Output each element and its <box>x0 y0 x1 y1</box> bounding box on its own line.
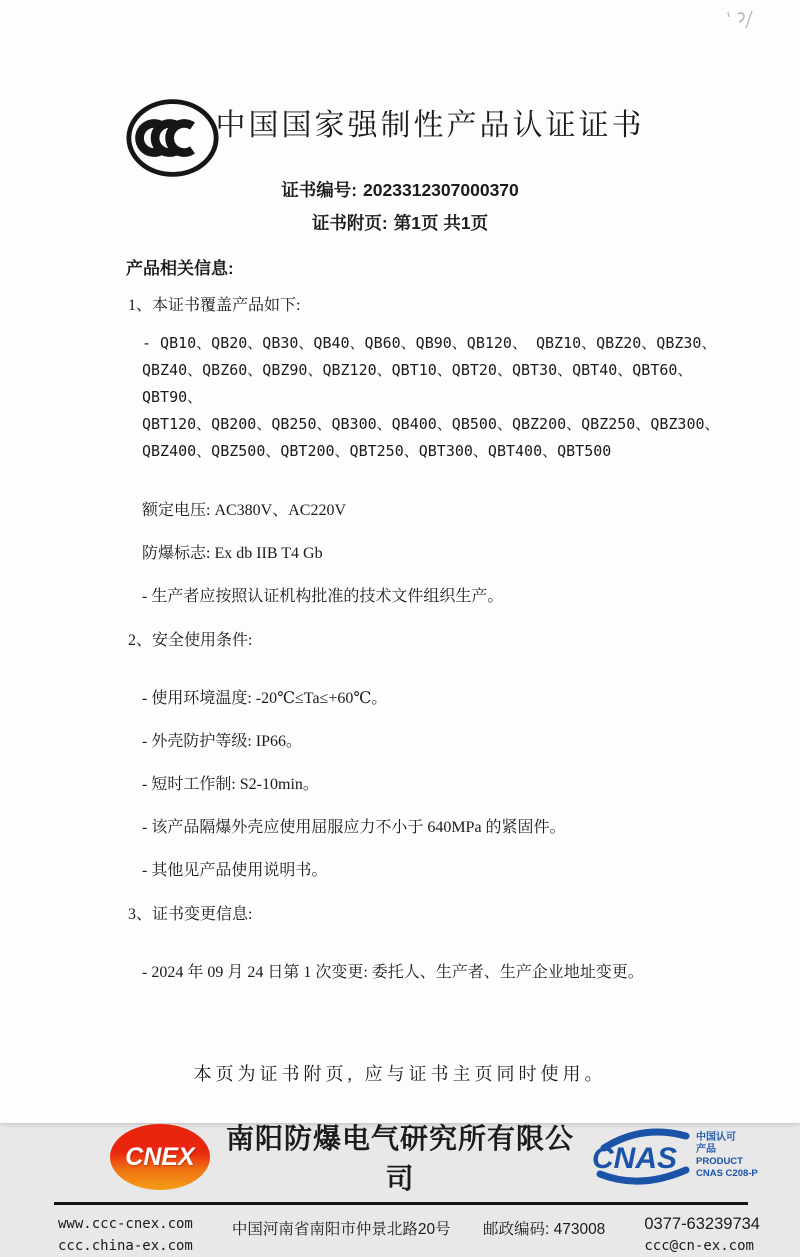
covered-product-list <box>142 330 742 465</box>
product-list-line: QBT120、QB200、QB250、QB300、QB400、QB500、QBZ200、QBZ250、QBZ300、 <box>142 415 720 433</box>
website-url: www.ccc-cnex.com <box>58 1216 193 1232</box>
company-name: 南阳防爆电气研究所有限公司 <box>225 1123 574 1194</box>
ex-marking-line: 防爆标志: Ex db IIB T4 Gb <box>142 545 323 562</box>
safety-item: - 该产品隔爆外壳应使用屈服应力不小于 640MPa 的紧固件。 <box>142 819 566 836</box>
certificate-pages-value: 第1页 共1页 <box>393 213 489 233</box>
section-heading-product-info: 产品相关信息: <box>126 259 234 278</box>
item-3-title: 3、证书变更信息: <box>128 906 253 923</box>
rated-voltage-line: 额定电压: AC380V、AC220V <box>142 502 347 519</box>
phone-number: 0377-63239734 <box>644 1215 760 1233</box>
certificate-pages-line <box>0 207 800 240</box>
website-url: ccc.china-ex.com <box>58 1238 193 1254</box>
product-list-line: - QB10、QB20、QB30、QB40、QB60、QB90、QB120、 QBZ10、QBZ20、QBZ30、 <box>142 334 717 352</box>
postal-code: 邮政编码: 473008 <box>482 1221 606 1238</box>
organization-row <box>0 1118 800 1196</box>
cnas-side-line4: CNAS C208-P <box>696 1168 758 1179</box>
certificate-title: 中国国家强制性产品认证证书 <box>215 109 645 142</box>
phone-column <box>644 1213 760 1257</box>
cnas-side-line1: 中国认可 <box>696 1132 736 1143</box>
company-address: 中国河南省南阳市仲景北路20号 <box>231 1221 451 1238</box>
product-list-line: QBZ400、QBZ500、QBT200、QBT250、QBT300、QBT400、QBT500 <box>142 442 612 460</box>
cnex-logo <box>110 1124 210 1190</box>
cnas-logo-text: CNAS <box>592 1142 678 1175</box>
page-usage-note: 本页为证书附页, 应与证书主页同时使用。 <box>193 1064 607 1084</box>
certificate-header <box>0 0 800 144</box>
safety-item: - 短时工作制: S2-10min。 <box>142 776 319 793</box>
certificate-body <box>126 254 742 982</box>
item-1-title: 1、本证书覆盖产品如下: <box>128 297 301 314</box>
certificate-number-line <box>0 174 800 207</box>
change-record-line: - 2024 年 09 月 24 日第 1 次变更: 委托人、生产者、生产企业地址变更。 <box>142 964 644 981</box>
safety-item: - 使用环境温度: -20℃≤Ta≤+60℃。 <box>142 690 388 707</box>
email-address: ccc@cn-ex.com <box>644 1238 754 1254</box>
cnas-logo <box>590 1118 758 1196</box>
safety-item: - 外壳防护等级: IP66。 <box>142 733 303 750</box>
certificate-pages-label: 证书附页: <box>311 213 388 233</box>
cnex-logo-text: CNEX <box>125 1142 195 1171</box>
ccc-logo <box>124 96 221 180</box>
contact-row <box>0 1205 800 1257</box>
certificate-number-value: 2023312307000370 <box>363 180 519 200</box>
production-note-line: - 生产者应按照认证机构批准的技术文件组织生产。 <box>142 588 504 605</box>
websites-column <box>58 1213 193 1257</box>
safety-item: - 其他见产品使用说明书。 <box>142 862 328 879</box>
cnas-side-line2: 产品 <box>696 1144 716 1155</box>
certificate-number-label: 证书编号: <box>281 180 358 200</box>
cnas-side-line3: PRODUCT <box>696 1156 743 1167</box>
item-2-title: 2、安全使用条件: <box>128 632 253 649</box>
certificate-meta <box>0 174 800 240</box>
product-list-line: QBZ40、QBZ60、QBZ90、QBZ120、QBT10、QBT20、QBT30、QBT40、QBT60、QBT90、 <box>142 361 693 406</box>
address-column <box>232 1213 605 1241</box>
